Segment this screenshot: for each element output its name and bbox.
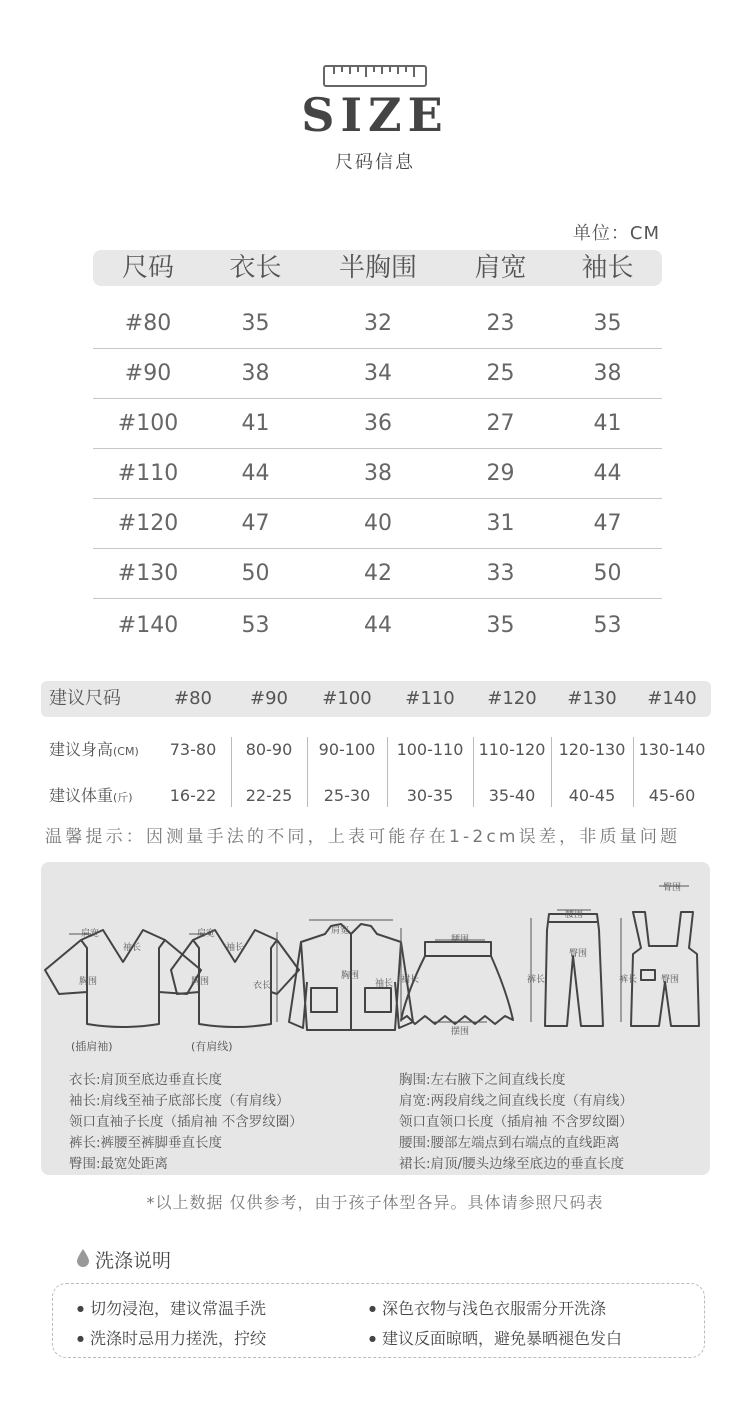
recommend-size: #100 xyxy=(322,688,372,709)
recommend-size: #80 xyxy=(174,688,212,709)
table-cell: 27 xyxy=(486,411,515,436)
table-cell: #130 xyxy=(117,561,179,586)
column-header: 尺码 xyxy=(121,253,174,283)
label-chest: 胸围 xyxy=(341,971,360,981)
column-header: 衣长 xyxy=(229,253,282,283)
column-divider xyxy=(307,737,308,807)
table-cell: 47 xyxy=(241,511,270,536)
row-divider xyxy=(93,598,662,600)
table-cell: 50 xyxy=(593,561,622,586)
height-value: 73-80 xyxy=(169,740,217,759)
label-chest: 胸围 xyxy=(191,977,210,987)
table-cell: 53 xyxy=(593,613,622,638)
table-cell: 44 xyxy=(241,461,270,486)
table-cell: 41 xyxy=(593,411,622,436)
recommend-size: #90 xyxy=(250,688,288,709)
column-header: 肩宽 xyxy=(474,253,527,283)
label-sleeve: 袖长 xyxy=(375,979,394,989)
table-cell: 23 xyxy=(486,311,515,336)
definition-item: 裙长:肩顶/腰头边缘至底边的垂直长度 xyxy=(399,1156,625,1172)
table-cell: #80 xyxy=(124,311,172,336)
table-cell: #120 xyxy=(117,511,179,536)
overalls-icon xyxy=(631,912,699,1026)
height-value: 100-110 xyxy=(396,740,464,759)
table-row xyxy=(93,449,662,499)
wash-item: ● 切勿浸泡，建议常温手洗 xyxy=(77,1296,266,1319)
table-cell: 47 xyxy=(593,511,622,536)
label-sleeve: 袖长 xyxy=(123,943,142,953)
definition-item: 袖长:肩线至袖子底部长度（有肩线） xyxy=(69,1093,290,1109)
weight-value: 25-30 xyxy=(323,786,371,805)
definition-item: 衣长:肩顶至底边垂直长度 xyxy=(69,1072,223,1088)
measurement-diagram xyxy=(41,862,710,1175)
table-row xyxy=(93,549,662,599)
warm-tip: 温馨提示：因测量手法的不同，上表可能存在1-2cm误差，非质量问题 xyxy=(45,827,681,847)
weight-value: 30-35 xyxy=(406,786,454,805)
definition-item: 臀围:最宽处距离 xyxy=(69,1156,169,1172)
size-subtitle: 尺码信息 xyxy=(335,152,415,173)
column-divider xyxy=(473,737,474,807)
recommend-size: #110 xyxy=(405,688,455,709)
table-cell: 34 xyxy=(364,361,392,386)
wash-instructions xyxy=(52,1283,705,1358)
table-cell: #90 xyxy=(124,361,172,386)
column-divider xyxy=(387,737,388,807)
weight-label xyxy=(49,773,159,819)
label-length: 衣长 xyxy=(253,981,272,991)
wash-item: ● 洗涤时忌用力搓洗，拧绞 xyxy=(77,1326,266,1349)
table-cell: 31 xyxy=(486,511,515,536)
table-cell: 33 xyxy=(486,561,515,586)
table-cell: 29 xyxy=(486,461,515,486)
label-shoulder: 肩宽 xyxy=(197,929,216,939)
column-divider xyxy=(551,737,552,807)
label-shoulder-seam: (有肩线) xyxy=(191,1040,233,1053)
table-row xyxy=(93,499,662,549)
table-cell: #110 xyxy=(117,461,179,486)
table-cell: 35 xyxy=(486,613,515,638)
table-cell: #140 xyxy=(117,613,179,638)
weight-value: 16-22 xyxy=(169,786,217,805)
recommend-size: #120 xyxy=(487,688,537,709)
recommend-height-row xyxy=(41,727,711,773)
ruler-icon xyxy=(323,65,427,87)
height-label xyxy=(49,727,159,773)
table-row xyxy=(93,601,662,651)
weight-value: 35-40 xyxy=(488,786,536,805)
label-shoulder: 肩宽 xyxy=(331,926,350,936)
definition-item: 裤长:裤腰至裤脚垂直长度 xyxy=(69,1135,223,1151)
table-cell: 50 xyxy=(241,561,270,586)
label-raglan: (插肩袖) xyxy=(71,1040,113,1053)
table-cell: 35 xyxy=(593,311,622,336)
column-header: 袖长 xyxy=(581,253,634,283)
recommend-weight-row xyxy=(41,773,711,819)
label-shoulder: 肩宽 xyxy=(81,929,100,939)
table-row xyxy=(93,299,662,349)
height-value: 120-130 xyxy=(558,740,626,759)
definition-item: 腰围:腰部左端点到右端点的直线距离 xyxy=(399,1135,620,1151)
label-hip: 臀围 xyxy=(661,975,680,985)
wash-item: ● 建议反面晾晒，避免暴晒褪色发白 xyxy=(369,1326,622,1349)
recommend-size: #140 xyxy=(647,688,697,709)
weight-value: 45-60 xyxy=(648,786,696,805)
height-label-text: 建议身高 xyxy=(49,740,114,759)
column-header: 半胸围 xyxy=(338,253,417,283)
label-hip: 臀围 xyxy=(663,883,682,893)
label-chest: 胸围 xyxy=(79,977,98,987)
table-cell: 40 xyxy=(364,511,392,536)
label-pants-length: 裤长 xyxy=(527,975,546,985)
table-row xyxy=(93,399,662,449)
water-drop-icon xyxy=(76,1248,90,1268)
label-hip: 臀围 xyxy=(569,949,588,959)
label-sleeve: 袖长 xyxy=(226,943,245,953)
height-value: 80-90 xyxy=(245,740,293,759)
height-unit: (CM) xyxy=(113,745,139,758)
wash-item: ● 深色衣物与浅色衣服需分开洗涤 xyxy=(369,1296,606,1319)
label-skirt-length: 裙长 xyxy=(401,975,420,985)
height-value: 110-120 xyxy=(478,740,546,759)
recommend-size: #130 xyxy=(567,688,617,709)
table-row xyxy=(93,349,662,399)
garment-illustrations xyxy=(41,862,710,1062)
size-table-header xyxy=(93,250,662,286)
table-cell: 38 xyxy=(364,461,392,486)
table-cell: 32 xyxy=(364,311,392,336)
recommend-head-label: 建议尺码 xyxy=(49,688,121,709)
wash-title: 洗涤说明 xyxy=(95,1250,172,1272)
table-cell: 25 xyxy=(486,361,515,386)
table-cell: 35 xyxy=(241,311,270,336)
size-title: SIZE xyxy=(301,88,449,142)
weight-label-text: 建议体重 xyxy=(49,786,114,805)
definition-item: 领口直领口长度（插肩袖 不含罗纹圈） xyxy=(399,1114,633,1130)
column-divider xyxy=(633,737,634,807)
table-cell: 36 xyxy=(364,411,392,436)
definition-item: 肩宽:两段肩线之间直线长度（有肩线） xyxy=(399,1093,634,1109)
definition-item: 领口直袖子长度（插肩袖 不含罗纹圈） xyxy=(69,1114,303,1130)
label-waist: 腰围 xyxy=(451,935,470,945)
unit-label: 单位：CM xyxy=(572,223,660,244)
table-cell: 38 xyxy=(241,361,270,386)
column-divider xyxy=(231,737,232,807)
table-cell: 38 xyxy=(593,361,622,386)
table-cell: 42 xyxy=(364,561,392,586)
height-value: 90-100 xyxy=(318,740,376,759)
label-pants-length: 裤长 xyxy=(619,975,638,985)
recommend-table-header xyxy=(41,681,711,717)
table-cell: 53 xyxy=(241,613,270,638)
table-cell: 44 xyxy=(593,461,622,486)
definition-item: 胸围:左右腋下之间直线长度 xyxy=(399,1072,566,1088)
weight-value: 22-25 xyxy=(245,786,293,805)
weight-unit: (斤) xyxy=(113,791,133,804)
weight-value: 40-45 xyxy=(568,786,616,805)
pants-icon xyxy=(545,914,603,1026)
table-cell: 44 xyxy=(364,613,392,638)
label-waist: 腰围 xyxy=(565,910,584,920)
table-cell: 41 xyxy=(241,411,270,436)
reference-note: *以上数据 仅供参考，由于孩子体型各异。具体请参照尺码表 xyxy=(146,1193,604,1212)
label-hem: 摆围 xyxy=(451,1027,470,1037)
height-value: 130-140 xyxy=(638,740,706,759)
table-cell: #100 xyxy=(117,411,179,436)
